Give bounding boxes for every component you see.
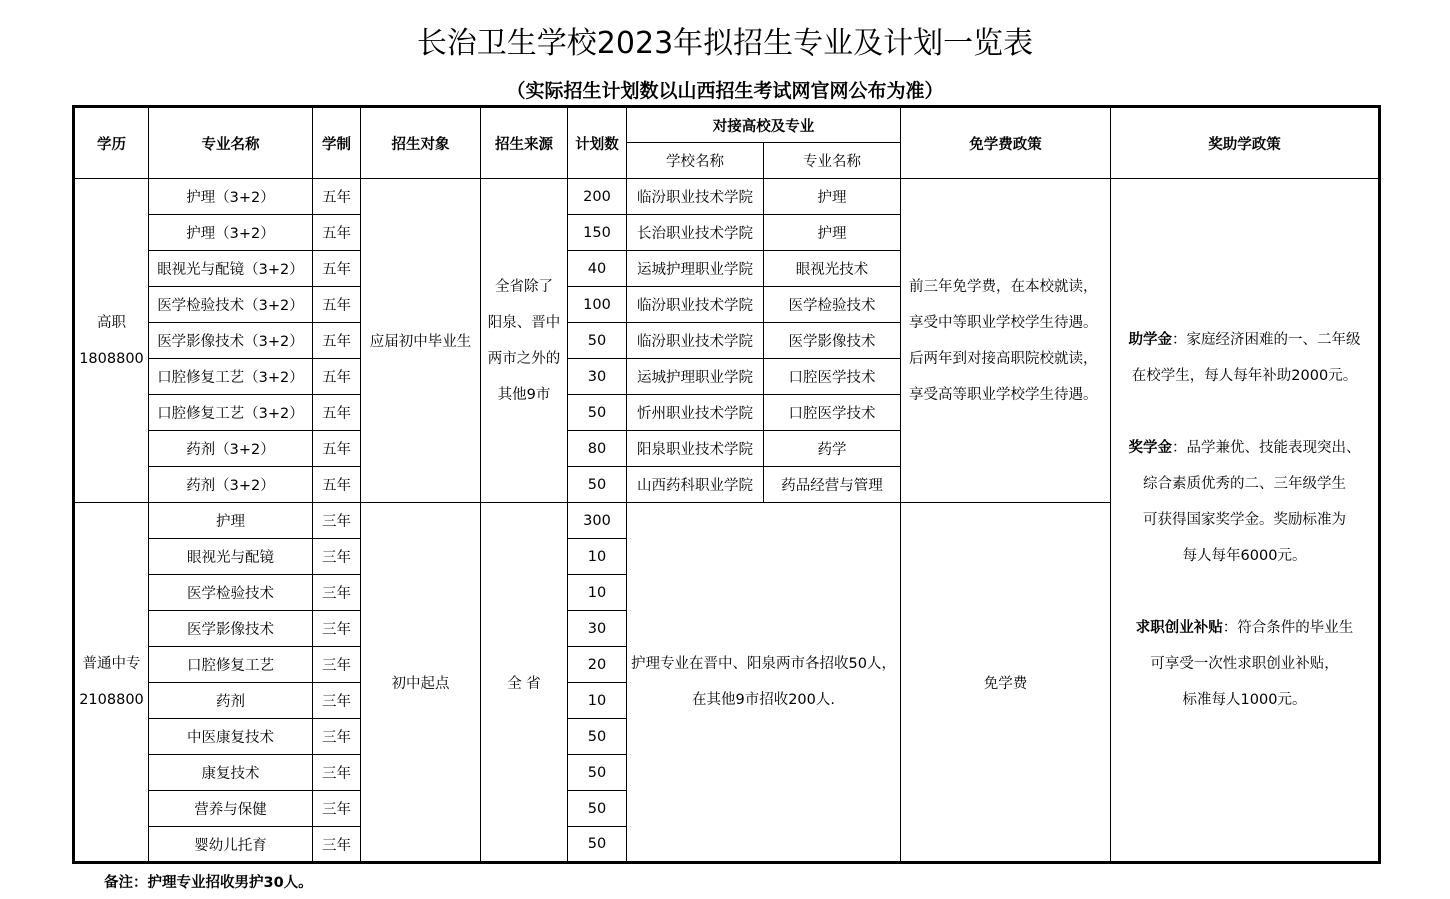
quota-cell: 10 [568,539,627,575]
partner-school-cell: 阳泉职业技术学院 [627,431,764,467]
partner-major-cell: 护理 [764,179,901,215]
quota-cell: 30 [568,359,627,395]
grant-label: 助学金 [1128,332,1172,348]
quota-cell: 30 [568,611,627,647]
level-name: 高职 [97,314,126,331]
scholarship-label: 奖学金 [1128,440,1172,456]
level-zhongzhuan [74,503,149,863]
major-cell: 医学影像技术（3+2） [149,323,313,359]
partner-major-cell: 医学影像技术 [764,323,901,359]
quota-cell: 100 [568,287,627,323]
scholarship-text: 综合素质优秀的二、三年级学生 [1143,476,1346,492]
duration-cell: 五年 [313,359,361,395]
scholarship-text: 每人每年6000元。 [1182,548,1307,564]
header-duration: 学制 [313,107,361,179]
quota-cell: 50 [568,719,627,755]
quota-cell: 200 [568,179,627,215]
duration-cell: 五年 [313,431,361,467]
grant-text: ：家庭经济困难的一、二年级 [1172,332,1361,348]
partner-school-cell: 运城护理职业学院 [627,251,764,287]
major-cell: 护理（3+2） [149,179,313,215]
quota-cell: 50 [568,323,627,359]
quota-cell: 50 [568,791,627,827]
duration-cell: 三年 [313,791,361,827]
tuition-line: 享受高等职业学校学生待遇。 [909,386,1098,403]
target-gaozhi: 应届初中毕业生 [361,179,481,503]
source-zhongzhuan: 全 省 [481,503,568,863]
job-subsidy-label: 求职创业补贴 [1135,620,1223,636]
tuition-zhongzhuan: 免学费 [901,503,1111,863]
header-target: 招生对象 [361,107,481,179]
duration-cell: 三年 [313,755,361,791]
duration-cell: 三年 [313,647,361,683]
header-partner: 对接高校及专业 [627,107,901,143]
quota-cell: 50 [568,755,627,791]
footnote: 备注：护理专业招收男护30人。 [104,875,313,891]
target-zhongzhuan: 初中起点 [361,503,481,863]
partner-school-cell: 忻州职业技术学院 [627,395,764,431]
major-cell: 药剂（3+2） [149,431,313,467]
level-code: 2108800 [79,692,144,708]
source-line: 两市之外的 [487,350,561,367]
major-cell: 医学检验技术 [149,575,313,611]
header-partner-major: 专业名称 [764,143,901,179]
duration-cell: 五年 [313,287,361,323]
major-cell: 中医康复技术 [149,719,313,755]
job-subsidy-text: 标准每人1000元。 [1182,692,1307,708]
source-line: 阳泉、晋中 [487,314,561,331]
job-subsidy-text: 可享受一次性求职创业补贴， [1150,656,1339,672]
header-source: 招生来源 [481,107,568,179]
scholarship-text: ：品学兼优、技能表现突出、 [1172,440,1361,456]
tuition-line: 前三年免学费，在本校就读， [909,278,1098,295]
major-cell: 康复技术 [149,755,313,791]
quota-cell: 20 [568,647,627,683]
duration-cell: 五年 [313,179,361,215]
major-cell: 医学影像技术 [149,611,313,647]
quota-cell: 150 [568,215,627,251]
duration-cell: 三年 [313,719,361,755]
duration-cell: 三年 [313,575,361,611]
duration-cell: 三年 [313,539,361,575]
major-cell: 口腔修复工艺（3+2） [149,359,313,395]
tuition-gaozhi [901,179,1111,503]
source-line: 其他9市 [497,386,551,403]
partner-school-cell: 山西药科职业学院 [627,467,764,503]
major-cell: 护理（3+2） [149,215,313,251]
scholarship-text: 可获得国家奖学金。奖励标准为 [1143,512,1346,528]
header-quota: 计划数 [568,107,627,179]
partner-major-cell: 药品经营与管理 [764,467,901,503]
major-cell: 眼视光与配镜（3+2） [149,251,313,287]
header-level: 学历 [74,107,149,179]
major-cell: 口腔修复工艺（3+2） [149,395,313,431]
quota-cell: 10 [568,575,627,611]
partner-note-line: 护理专业在晋中、阳泉两市各招收50人， [631,656,896,672]
duration-cell: 五年 [313,251,361,287]
partner-major-cell: 眼视光技术 [764,251,901,287]
job-subsidy-text: ：符合条件的毕业生 [1222,620,1354,636]
quota-cell: 300 [568,503,627,539]
partner-school-cell: 临汾职业技术学院 [627,179,764,215]
tuition-line: 享受中等职业学校学生待遇。 [909,314,1098,331]
level-name: 普通中专 [82,656,141,672]
partner-school-cell: 运城护理职业学院 [627,359,764,395]
duration-cell: 五年 [313,467,361,503]
partner-note-zhongzhuan [627,503,901,863]
major-cell: 药剂 [149,683,313,719]
major-cell: 口腔修复工艺 [149,647,313,683]
partner-school-cell: 临汾职业技术学院 [627,287,764,323]
major-cell: 婴幼儿托育 [149,827,313,863]
level-code: 1808800 [79,350,144,367]
header-major: 专业名称 [149,107,313,179]
duration-cell: 三年 [313,683,361,719]
quota-cell: 10 [568,683,627,719]
enrollment-plan-table [72,105,1381,864]
level-gaozhi [74,179,149,503]
major-cell: 药剂（3+2） [149,467,313,503]
quota-cell: 50 [568,467,627,503]
source-gaozhi [481,179,568,503]
source-line: 全省除了 [495,278,553,295]
major-cell: 护理 [149,503,313,539]
duration-cell: 三年 [313,611,361,647]
duration-cell: 五年 [313,395,361,431]
duration-cell: 三年 [313,503,361,539]
duration-cell: 五年 [313,323,361,359]
partner-major-cell: 口腔医学技术 [764,359,901,395]
major-cell: 眼视光与配镜 [149,539,313,575]
header-tuition: 免学费政策 [901,107,1111,179]
aid-policy [1111,179,1380,863]
page-subtitle: （实际招生计划数以山西招生考试网官网公布为准） [506,80,944,102]
partner-major-cell: 医学检验技术 [764,287,901,323]
partner-major-cell: 药学 [764,431,901,467]
quota-cell: 80 [568,431,627,467]
partner-major-cell: 护理 [764,215,901,251]
header-partner-school: 学校名称 [627,143,764,179]
major-cell: 医学检验技术（3+2） [149,287,313,323]
table-row [74,179,1380,215]
quota-cell: 50 [568,395,627,431]
quota-cell: 50 [568,827,627,863]
partner-note-line: 在其他9市招收200人. [691,692,835,708]
partner-major-cell: 口腔医学技术 [764,395,901,431]
page-title: 长治卫生学校2023年拟招生专业及计划一览表 [416,26,1034,61]
duration-cell: 三年 [313,827,361,863]
grant-text: 在校学生，每人每年补助2000元。 [1131,368,1358,384]
duration-cell: 五年 [313,215,361,251]
header-aid: 奖助学政策 [1111,107,1380,179]
partner-school-cell: 临汾职业技术学院 [627,323,764,359]
major-cell: 营养与保健 [149,791,313,827]
partner-school-cell: 长治职业技术学院 [627,215,764,251]
tuition-line: 后两年到对接高职院校就读， [909,350,1098,367]
quota-cell: 40 [568,251,627,287]
